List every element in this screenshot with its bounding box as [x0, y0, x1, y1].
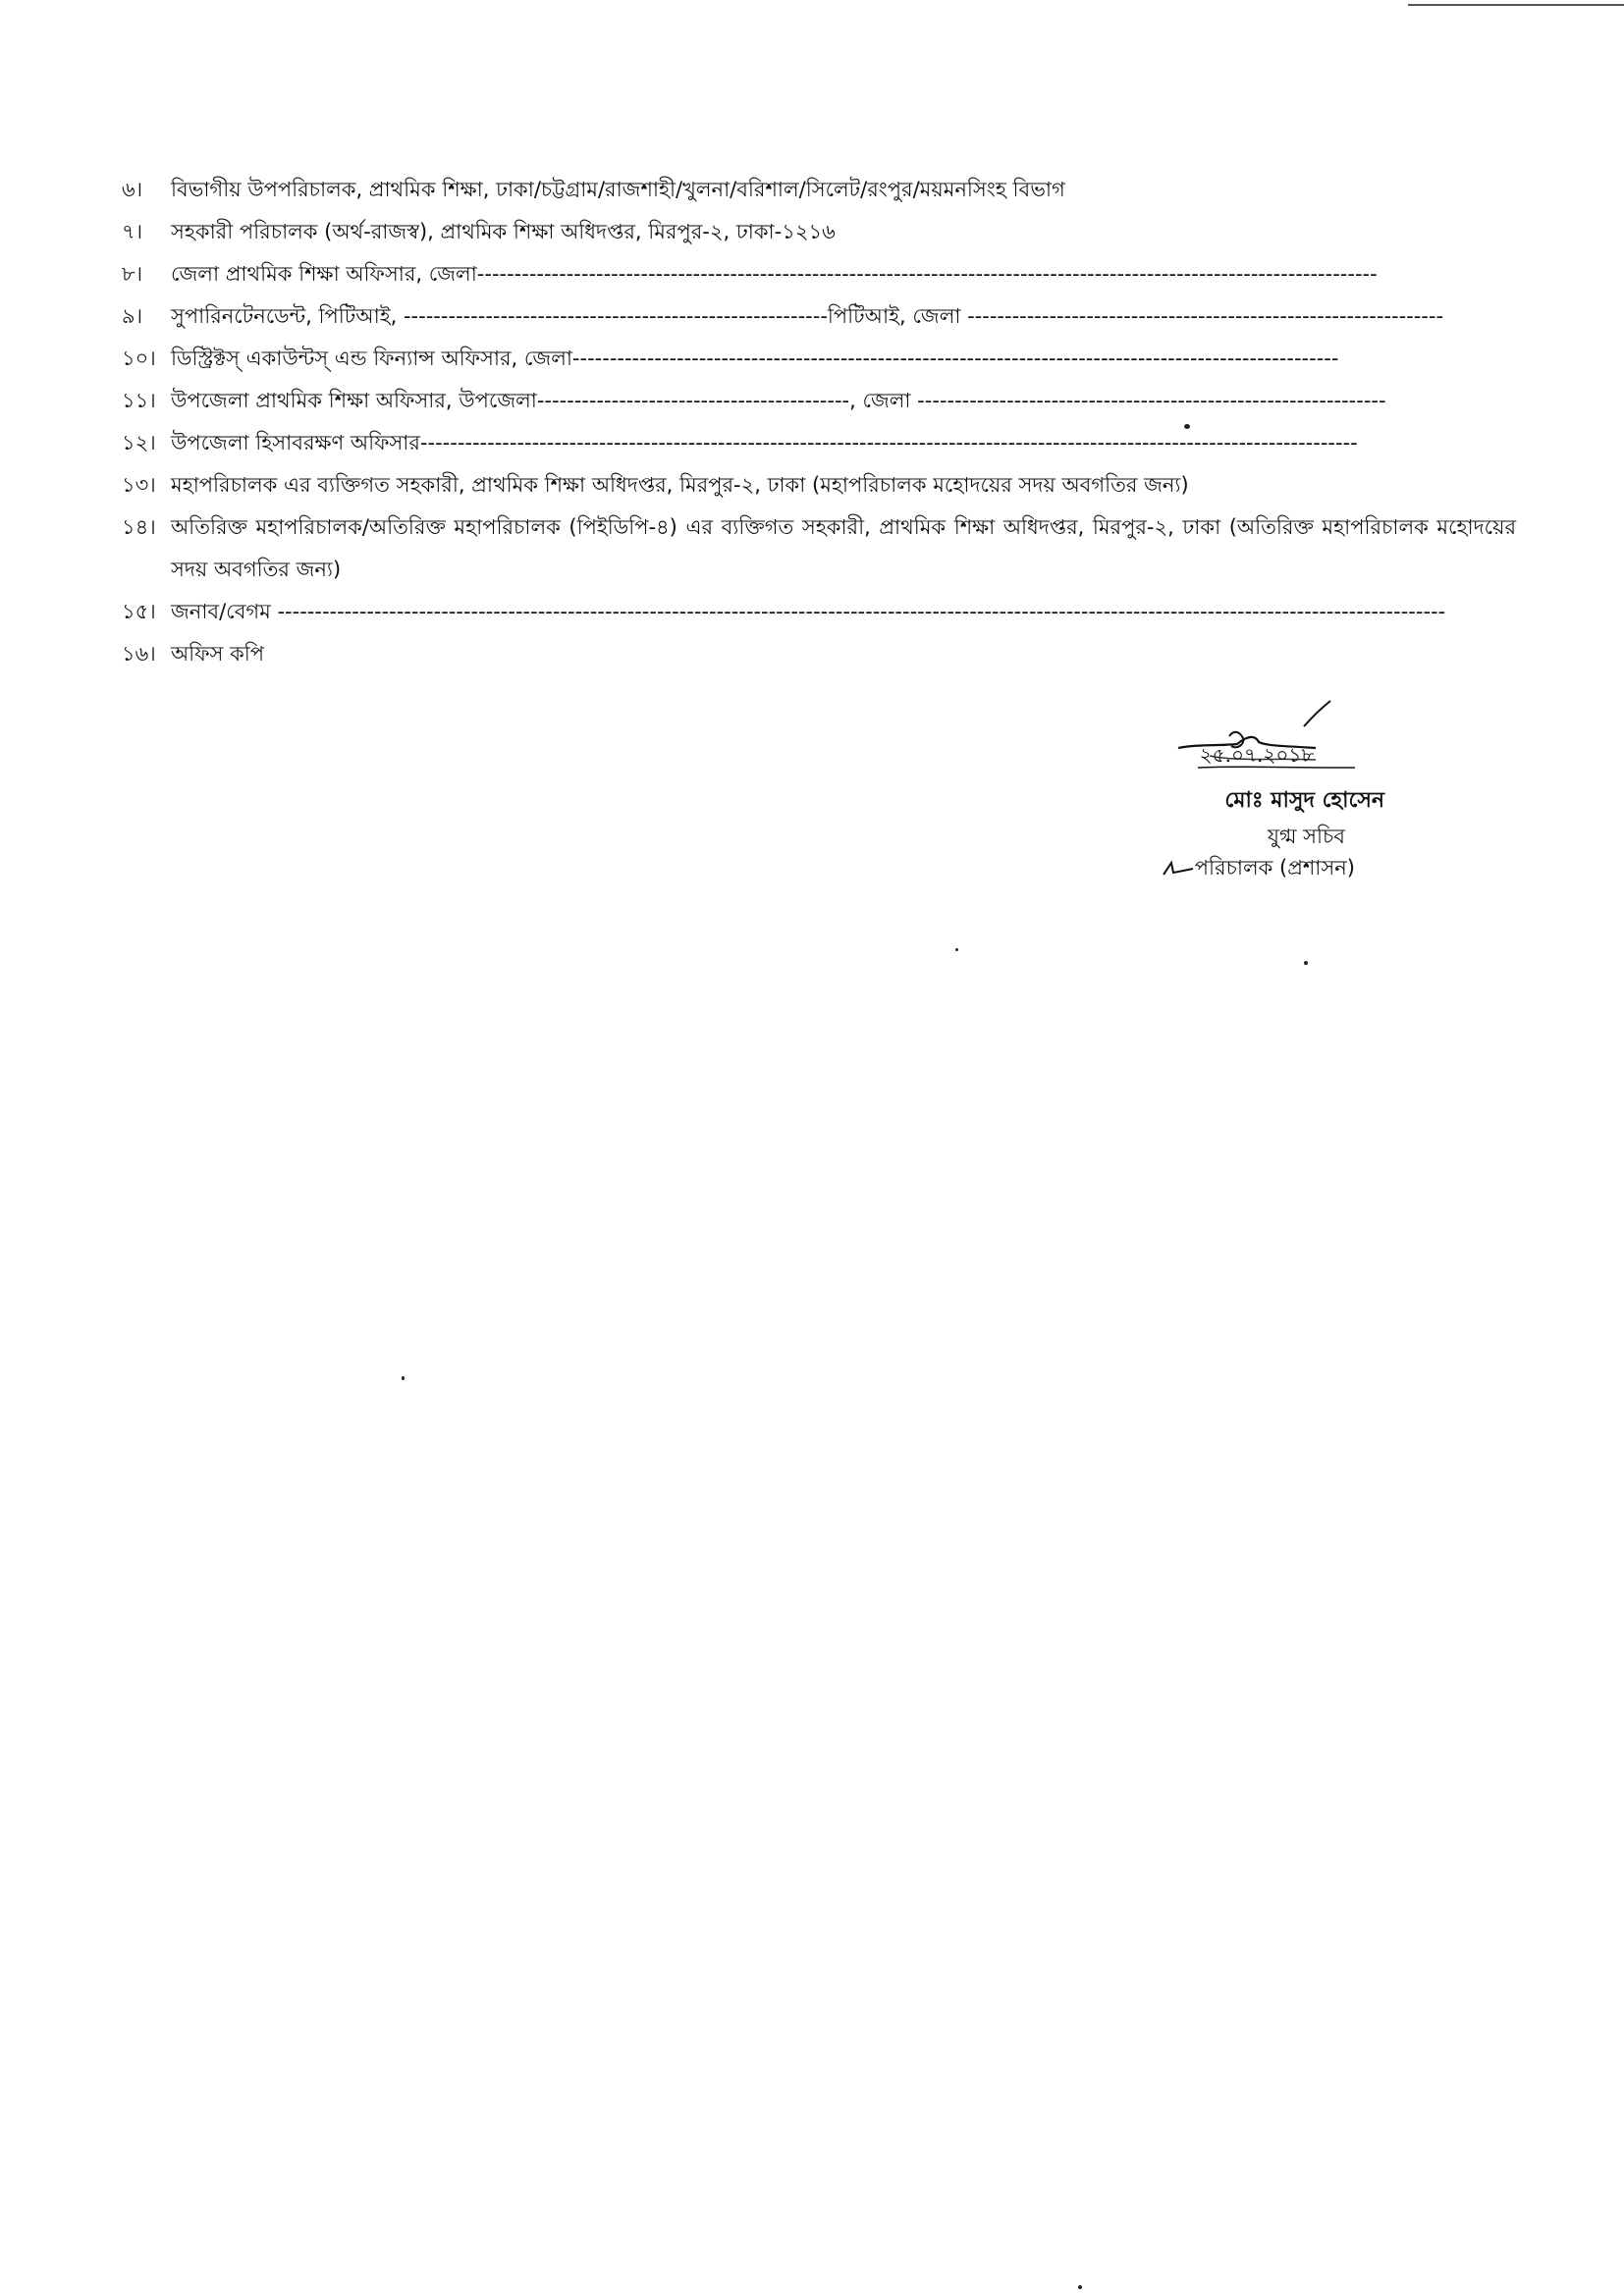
initial-mark-icon: [1162, 859, 1195, 879]
signature-date: ২৫.০৭.২০১৮: [1199, 743, 1315, 767]
list-item: [122, 169, 1516, 211]
item-text: উপজেলা প্রাথমিক শিক্ষা অফিসার, উপজেলা------------------------------------------, জেলা ---------------------------------------------------------------: [171, 389, 1386, 412]
list-item: [122, 591, 1516, 633]
list-item: [122, 295, 1516, 338]
item-text: সহকারী পরিচালক (অর্থ-রাজস্ব), প্রাথমিক শিক্ষা অধিদপ্তর, মিরপুর-২, ঢাকা-১২১৬: [171, 220, 836, 243]
item-number: ৭।: [122, 220, 143, 243]
item-text: উপজেলা হিসাবরক্ষণ অফিসার------------------------------------------------------------------------------------------------------------------------------: [171, 431, 1358, 454]
item-number: ১৬।: [122, 642, 156, 666]
item-text: অফিস কপি: [171, 642, 265, 666]
list-item: [122, 380, 1516, 422]
signature-block: [1060, 687, 1384, 883]
list-item: [122, 464, 1516, 507]
item-number: ১২।: [122, 431, 156, 454]
item-text: জেলা প্রাথমিক শিক্ষা অফিসার, জেলা-------------------------------------------------------------------------------------------------------------------------: [171, 262, 1378, 286]
item-text: জনাব/বেগম -------------------------------------------------------------------------------------------------------------------------------------------------------------: [171, 600, 1446, 623]
item-number: ৬।: [122, 178, 143, 201]
speck-mark: [1304, 961, 1308, 965]
list-item: [122, 253, 1516, 295]
item-text: মহাপরিচালক এর ব্যক্তিগত সহকারী, প্রাথমিক শিক্ষা অধিদপ্তর, মিরপুর-২, ঢাকা (মহাপরিচালক মহোদয়ের সদয় অবগতির জন্য): [171, 473, 1189, 497]
item-number: ৮।: [122, 262, 143, 286]
item-number: ১১।: [122, 389, 156, 412]
list-item: [122, 338, 1516, 380]
item-text: বিভাগীয় উপপরিচালক, প্রাথমিক শিক্ষা, ঢাকা/চট্টগ্রাম/রাজশাহী/খুলনা/বরিশাল/সিলেট/রংপুর/ময়মনসিংহ বিভাগ: [171, 178, 1065, 201]
item-text: সুপারিনটেনডেন্ট, পিটিআই, ---------------------------------------------------------পিটিআই, জেলা ----------------------------------------------------------------: [171, 304, 1444, 328]
list-item: [122, 507, 1516, 591]
speck-mark: [1184, 424, 1190, 429]
item-number: ১০।: [122, 347, 156, 370]
office-label: পরিচালক (প্রশাসন): [1194, 856, 1355, 880]
item-number: ১৫।: [122, 600, 156, 623]
list-item: [122, 211, 1516, 253]
handwritten-signature: [1119, 687, 1375, 795]
item-number: ১৪।: [122, 515, 156, 539]
list-item: [122, 633, 1516, 675]
signatory-designation: যুগ্ম সচিব: [1267, 825, 1345, 848]
item-text: ডিস্ট্রিক্টস্ একাউন্টস্ এন্ড ফিন্যান্স অফিসার, জেলা-------------------------------------------------------------------------------------------------------: [171, 347, 1339, 370]
speck-mark: [1078, 2285, 1082, 2289]
speck-mark: [402, 1376, 405, 1380]
item-number: ১৩।: [122, 473, 156, 497]
item-text: অতিরিক্ত মহাপরিচালক/অতিরিক্ত মহাপরিচালক (পিইডিপি-৪) এর ব্যক্তিগত সহকারী, প্রাথমিক শিক্ষা অধিদপ্তর, মিরপুর-২, ঢাকা (অতিরিক্ত মহাপরিচালক মহোদয়ের সদয় অবগতির জন্য): [171, 515, 1516, 581]
top-edge-line: [1408, 4, 1624, 6]
signatory-name: মোঃ মাসুদ হোসেন: [1224, 788, 1384, 813]
speck-mark: [955, 948, 958, 951]
distribution-list: [122, 169, 1516, 675]
item-number: ৯।: [122, 304, 143, 328]
list-item: [122, 422, 1516, 464]
signatory-office: [1060, 852, 1355, 886]
